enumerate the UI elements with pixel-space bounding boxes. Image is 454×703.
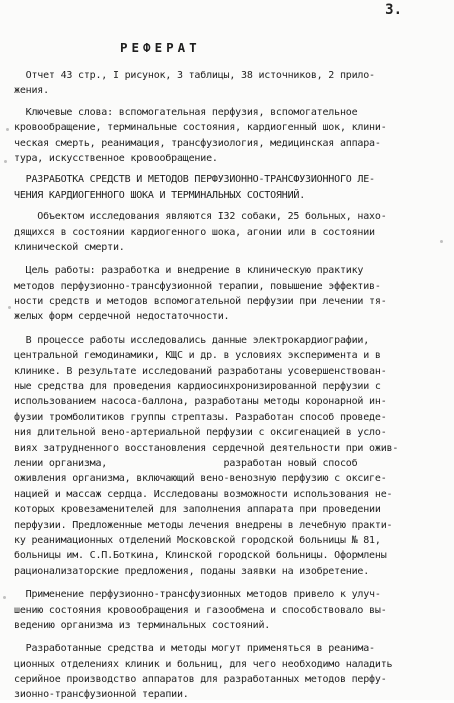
text-line: клинике. В результате исследований разработаны усовершенствован- [14, 365, 387, 377]
paragraph-gap [14, 325, 446, 333]
paragraph-gap [14, 255, 446, 263]
paragraph-gap [14, 633, 446, 641]
scan-speck [8, 306, 11, 309]
text-line: виях затрудненного восстановления сердечной деятельности при ожив- [14, 442, 399, 454]
text-line: ку реанимационных отделений Московской городской больницы № 81, [14, 534, 381, 546]
paragraph [14, 587, 446, 633]
text-line: ния длительной вено-артериальной перфузии с оксигенацией в усло- [14, 427, 387, 439]
text-line: больницы им. С.П.Боткина, Клинской городской больницы. Оформлены [14, 550, 387, 562]
text-line: использованием насоса-баллона, разработаны методы коронарной ин- [14, 396, 387, 408]
text-line: ческая смерть, реанимация, трансфузиология, медицинская аппара- [14, 137, 381, 149]
text-line: рационализаторские предложения, поданы заявки на изобретение. [14, 565, 370, 577]
paragraph [14, 209, 446, 255]
text-line: кровообращение, терминальные состояния, кардиогенный шок, клини- [14, 122, 387, 134]
paragraph [14, 172, 446, 203]
page-number: 3. [385, 2, 402, 18]
text-line: РАЗРАБОТКА СРЕДСТВ И МЕТОДОВ ПЕРФУЗИОННО-ТРАНСФУЗИОННОГО ЛЕ- [14, 174, 375, 186]
paragraph-gap [14, 579, 446, 587]
scan-speck [3, 596, 6, 599]
text-line: клинической смерти. [14, 241, 125, 253]
text-line: оживления организма, включающий вено-венозную перфузию с оксиге- [14, 473, 387, 485]
text-line: тура, искусственное кровообращение. [14, 152, 218, 164]
text-line: ные средства для проведения кардиосинхронизированной перфузии с [14, 381, 381, 393]
text-line: серийное производство аппаратов для разработанных методов перфу- [14, 674, 387, 686]
text-line: ведению организма из терминальных состояний. [14, 619, 271, 631]
text-line: перфузии. Предложенные методы лечения внедрены в лечебную практи- [14, 519, 393, 531]
text-line: которых кровезаменителей для заполнения аппарата при проведении [14, 504, 381, 516]
paragraph [14, 641, 446, 703]
text-line: лении организма, разработан новый способ [14, 457, 358, 469]
page-title: РЕФЕРАТ [120, 40, 201, 55]
body-text [14, 68, 446, 703]
text-line: Применение перфузионно-трансфузионных методов привело к улуч- [14, 589, 381, 601]
paragraph [14, 333, 446, 579]
text-line: ЧЕНИЯ КАРДИОГЕННОГО ШОКА И ТЕРМИНАЛЬНЫХ СОСТОЯНИЙ. [14, 189, 306, 201]
text-line: жения. [14, 85, 49, 97]
scan-speck [440, 240, 443, 243]
text-line: центральной гемодинамики, КЩС и др. в условиях эксперимента и в [14, 350, 381, 362]
scan-speck [6, 128, 9, 131]
text-line: Отчет 43 стр., I рисунок, 3 таблицы, 38 источников, 2 прило- [14, 70, 375, 81]
text-line: желых форм сердечной недостаточности. [14, 311, 230, 323]
text-line: Цель работы: разработка и внедрение в клиническую практику [14, 265, 364, 277]
scan-speck [4, 160, 7, 163]
text-line: методов перфузионно-трансфузионной терапии, повышение эффектив- [14, 280, 381, 292]
text-line: Ключевые слова: вспомогательная перфузия, вспомогательное [14, 106, 358, 118]
text-line: ности средств и методов вспомогательной перфузии при лечении тя- [14, 296, 387, 308]
text-line: нацией и массаж сердца. Исследованы возможности использования не- [14, 488, 393, 500]
text-line: шению состояния кровообращения и газообмена и способствовало вы- [14, 604, 387, 616]
text-line: ционных отделениях клиник и больниц, для чего необходимо наладить [14, 658, 393, 670]
text-line: Разработанные средства и методы могут применяться в реанима- [14, 643, 375, 655]
text-line: В процессе работы исследовались данные электрокардиографии, [14, 334, 370, 346]
text-line: дящихся в состоянии кардиогенного шока, агонии или в состоянии [14, 226, 375, 238]
text-line: фузии тромболитиков группы стрептазы. Разработан способ проведе- [14, 411, 387, 423]
text-line: Объектом исследования являются I32 собаки, 25 больных, нахо- [14, 211, 387, 223]
paragraph [14, 105, 446, 167]
text-line: зионно-трансфузионной терапии. [14, 689, 189, 701]
paragraph [14, 68, 446, 99]
paragraph [14, 263, 446, 325]
